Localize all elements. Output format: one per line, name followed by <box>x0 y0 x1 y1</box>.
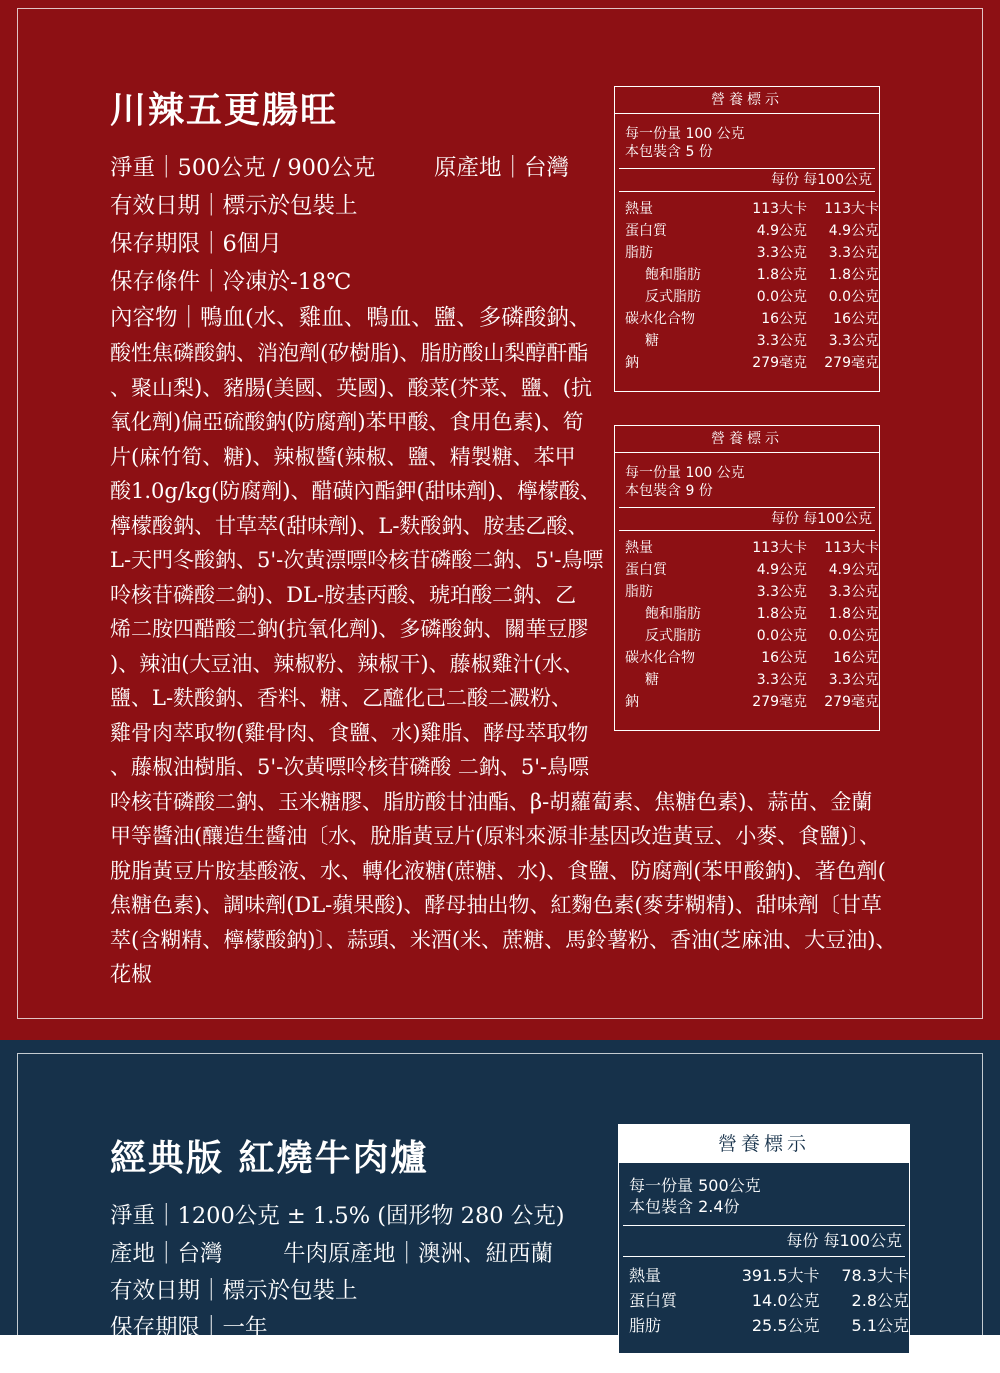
nutrient-label: 脂肪 <box>625 584 653 600</box>
nutrient-label: 反式脂肪 <box>645 628 701 644</box>
table-row <box>625 581 879 603</box>
table-row <box>625 264 879 286</box>
table-row <box>625 625 879 647</box>
per-serving-value: 3.3公克 <box>756 245 808 261</box>
nutrient-label: 熱量 <box>625 540 653 556</box>
serving-info <box>619 453 875 508</box>
table-row <box>629 1288 909 1313</box>
ingredients-line: 雞骨肉萃取物(雞骨肉、食鹽、水)雞脂、酵母萃取物 <box>110 720 589 745</box>
expiry: 有效日期｜標示於包裝上 <box>110 1278 358 1304</box>
per-100g-value: 3.3公克 <box>828 584 879 600</box>
ingredients-line: 片(麻竹筍、糖)、辣椒醬(辣椒、鹽、精製糖、苯甲 <box>110 444 576 469</box>
per-serving-value: 3.3公克 <box>756 672 808 688</box>
per-100g-value: 3.3公克 <box>828 333 879 349</box>
serving-size: 每一份量 100 公克 <box>625 126 745 142</box>
per-serving-value: 1.8公克 <box>756 606 808 622</box>
ingredients-line: 脫脂黃豆片胺基酸液、水、轉化液糖(蔗糖、水)、食鹽、防腐劑(苯甲酸鈉)、著色劑( <box>110 858 886 883</box>
product-title: 經典版 紅燒牛肉爐 <box>110 1137 429 1179</box>
nutrient-label: 蛋白質 <box>625 223 667 239</box>
per-100g-value: 16公克 <box>833 311 879 327</box>
ingredients-line: L-天門冬酸鈉、5'-次黃漂嘌呤核苷磷酸二鈉、5'-鳥嘌 <box>110 548 604 572</box>
nutrient-label: 反式脂肪 <box>645 289 701 305</box>
serving-size: 每一份量 500公克 <box>629 1176 761 1195</box>
nutrient-label: 熱量 <box>625 201 653 217</box>
table-row <box>625 220 879 242</box>
nutrition-rows <box>629 1263 909 1338</box>
origin: 原產地｜台灣 <box>434 155 570 181</box>
ingredients-line: 呤核苷磷酸二鈉、玉米糖膠、脂肪酸甘油酯、β-胡蘿蔔素、焦糖色素)、蒜苗、金蘭 <box>110 789 873 814</box>
serving-size: 每一份量 100 公克 <box>625 465 745 481</box>
ingredients-line: 萃(含糊精、檸檬酸鈉)〕、蒜頭、米酒(米、蔗糖、馬鈴薯粉、香油(芝麻油、大豆油)、 <box>110 927 897 952</box>
per-100g-value: 0.0公克 <box>828 289 879 305</box>
nutrient-label: 飽和脂肪 <box>645 267 701 283</box>
table-row <box>625 286 879 308</box>
nutrition-table-900g <box>614 425 880 731</box>
product-title: 川辣五更腸旺 <box>110 89 339 131</box>
nutrition-rows <box>625 198 879 374</box>
column-header: 每份 每100公克 <box>623 1226 905 1257</box>
per-serving-value: 3.3公克 <box>756 333 808 349</box>
shelf-life: 保存期限｜6個月 <box>110 231 282 257</box>
table-row <box>625 198 879 220</box>
table-row <box>625 308 879 330</box>
table-row <box>625 669 879 691</box>
per-serving-value: 4.9公克 <box>756 223 808 239</box>
servings-per-pack: 本包裝含 2.4份 <box>629 1197 740 1216</box>
product-section-beef <box>0 1040 1000 1341</box>
per-100g-value: 1.8公克 <box>828 606 879 622</box>
per-serving-value: 113大卡 <box>752 540 808 556</box>
nutrition-table-beef <box>618 1124 910 1354</box>
per-serving-value: 279毫克 <box>752 694 808 710</box>
table-row <box>625 603 879 625</box>
ingredients-line: 檸檬酸鈉、甘草萃(甜味劑)、L-麩酸鈉、胺基乙酸、 <box>110 513 589 538</box>
servings-per-pack: 本包裝含 5 份 <box>625 144 713 160</box>
per-serving-value: 14.0公克 <box>751 1291 820 1310</box>
per-serving-value: 0.0公克 <box>756 628 808 644</box>
ingredients-line: 酸1.0g/kg(防腐劑)、醋磺內酯鉀(甜味劑)、檸檬酸、 <box>110 479 601 503</box>
nutrition-header: 營養標示 <box>615 426 879 453</box>
beef-origin: 牛肉原產地｜澳洲、紐西蘭 <box>283 1241 554 1267</box>
nutrition-table-500g <box>614 86 880 392</box>
per-100g-value: 16公克 <box>833 650 879 666</box>
column-header: 每份 每100公克 <box>619 169 875 192</box>
ingredients-line: 鹽、L-麩酸鈉、香料、糖、乙醯化己二酸二澱粉、 <box>110 686 573 710</box>
per-serving-value: 0.0公克 <box>756 289 808 305</box>
per-100g-value: 113大卡 <box>824 201 879 217</box>
per-100g-value: 4.9公克 <box>828 223 879 239</box>
column-header: 每份 每100公克 <box>619 508 875 531</box>
table-row <box>625 691 879 713</box>
nutrient-label: 碳水化合物 <box>625 650 695 666</box>
nutrient-label: 糖 <box>645 672 659 688</box>
origin: 產地｜台灣 <box>110 1241 223 1267</box>
per-100g-value: 1.8公克 <box>828 267 879 283</box>
nutrient-label: 蛋白質 <box>629 1291 678 1310</box>
per-serving-value: 25.5公克 <box>751 1316 820 1335</box>
serving-info <box>619 114 875 169</box>
nutrient-label: 蛋白質 <box>625 562 667 578</box>
table-row <box>629 1313 909 1338</box>
nutrient-label: 鈉 <box>625 355 639 371</box>
expiry: 有效日期｜標示於包裝上 <box>110 193 358 219</box>
ingredients-line: 酸性焦磷酸鈉、消泡劑(矽樹脂)、脂肪酸山梨醇酐酯 <box>110 341 589 365</box>
shelf-life: 保存期限｜一年 <box>110 1315 268 1341</box>
per-serving-value: 1.8公克 <box>756 267 808 283</box>
table-row <box>625 559 879 581</box>
per-serving-value: 279毫克 <box>752 355 808 371</box>
nutrient-label: 熱量 <box>629 1266 662 1285</box>
table-row <box>625 330 879 352</box>
ingredients-line: 花椒 <box>110 962 152 986</box>
nutrient-label: 糖 <box>645 333 659 349</box>
per-serving-value: 16公克 <box>761 311 808 327</box>
nutrient-label: 鈉 <box>625 694 639 710</box>
per-100g-value: 78.3大卡 <box>841 1266 909 1285</box>
per-serving-value: 3.3公克 <box>756 584 808 600</box>
servings-per-pack: 本包裝含 9 份 <box>625 483 713 499</box>
nutrition-rows <box>625 537 879 713</box>
ingredients-line: 焦糖色素)、調味劑(DL-蘋果酸)、酵母抽出物、紅麴色素(麥芽糊精)、甜味劑〔甘草 <box>110 893 882 917</box>
storage: 保存條件｜冷凍於-18℃ <box>110 269 352 295</box>
table-row <box>625 537 879 559</box>
per-serving-value: 391.5大卡 <box>741 1266 820 1285</box>
ingredients-line: 烯二胺四醋酸二鈉(抗氧化劑)、多磷酸鈉、關華豆膠 <box>110 617 589 641</box>
serving-info <box>623 1163 905 1226</box>
per-serving-value: 16公克 <box>761 650 808 666</box>
per-100g-value: 113大卡 <box>824 540 879 556</box>
per-100g-value: 5.1公克 <box>851 1316 909 1335</box>
ingredients-line: 呤核苷磷酸二鈉)、DL-胺基丙酸、琥珀酸二鈉、乙 <box>110 582 577 607</box>
nutrition-header: 營養標示 <box>615 87 879 114</box>
ingredients-line: )、辣油(大豆油、辣椒粉、辣椒干)、藤椒雞汁(水、 <box>110 651 584 676</box>
nutrient-label: 碳水化合物 <box>625 311 695 327</box>
table-row <box>625 242 879 264</box>
net-weight: 淨重｜500公克 / 900公克 <box>110 155 376 181</box>
per-100g-value: 279毫克 <box>824 355 879 371</box>
per-serving-value: 4.9公克 <box>756 562 808 578</box>
nutrient-label: 脂肪 <box>629 1316 662 1335</box>
ingredients-line: 內容物｜鴨血(水、雞血、鴨血、鹽、多磷酸鈉、 <box>110 305 592 331</box>
ingredients-line: 、聚山梨)、豬腸(美國、英國)、酸菜(芥菜、鹽、(抗 <box>110 375 592 400</box>
per-100g-value: 0.0公克 <box>828 628 879 644</box>
per-serving-value: 113大卡 <box>752 201 808 217</box>
table-row <box>625 352 879 374</box>
table-row <box>625 647 879 669</box>
per-100g-value: 4.9公克 <box>828 562 879 578</box>
table-row <box>629 1263 909 1288</box>
per-100g-value: 3.3公克 <box>828 672 879 688</box>
per-100g-value: 279毫克 <box>824 694 879 710</box>
nutrient-label: 脂肪 <box>625 245 653 261</box>
per-100g-value: 3.3公克 <box>828 245 879 261</box>
per-100g-value: 2.8公克 <box>851 1291 909 1310</box>
ingredients-line: 氧化劑)偏亞硫酸鈉(防腐劑)苯甲酸、食用色素)、筍 <box>110 410 584 434</box>
ingredients-line: 、藤椒油樹脂、5'-次黃嘌呤核苷磷酸 二鈉、5'-鳥嘌 <box>110 755 590 779</box>
nutrient-label: 飽和脂肪 <box>645 606 701 622</box>
nutrition-header: 營養標示 <box>619 1125 909 1163</box>
ingredients-line: 甲等醬油(釀造生醬油〔水、脫脂黃豆片(原料來源非基因改造黃豆、小麥、食鹽)〕、 <box>110 824 881 848</box>
net-weight: 淨重｜1200公克 ± 1.5% (固形物 280 公克) <box>110 1203 565 1229</box>
